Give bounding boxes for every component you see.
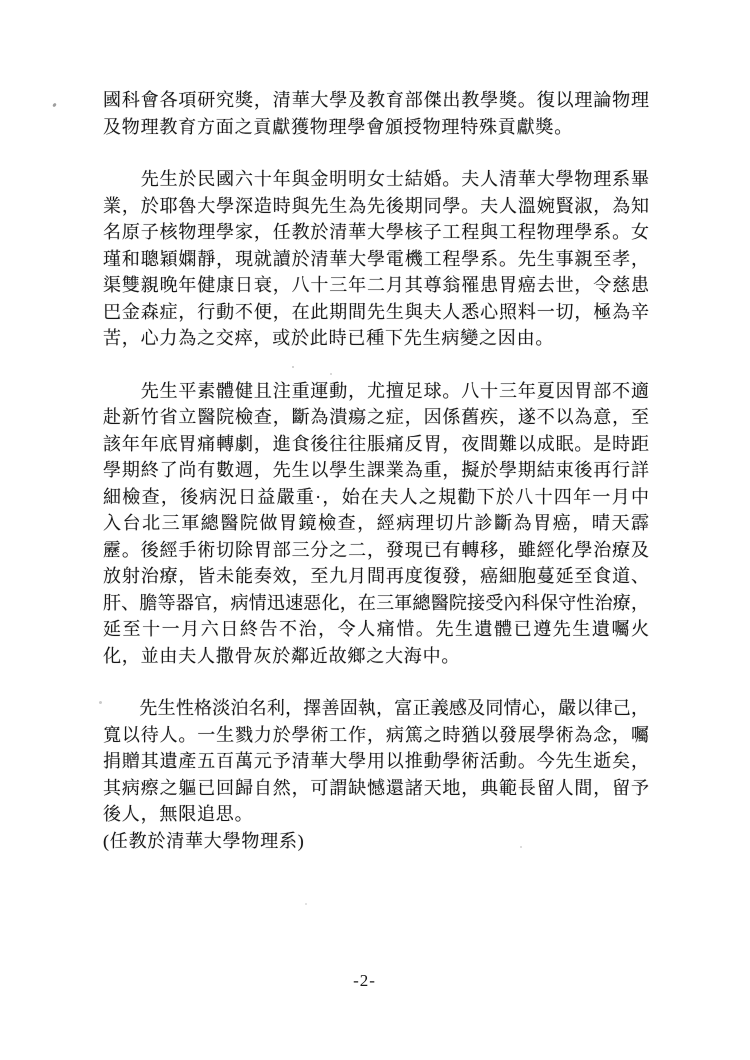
text-line: 入台北三軍總醫院做胃鏡檢查，經病理切片診斷為胃癌，晴天霹 <box>103 513 649 533</box>
text-line: 細檢查，後病況日益嚴重·，始在夫人之規勸下於八十四年一月中 <box>103 486 649 507</box>
paragraph-family <box>103 166 649 352</box>
text-line: 先生性格淡泊名利，擇善固執，富正義感及同情心，嚴以律己， <box>103 698 649 718</box>
text-line: 化，並由夫人撒骨灰於鄰近故鄉之大海中。 <box>103 645 461 666</box>
scan-speck <box>99 701 103 705</box>
paragraph-attribution <box>103 828 649 855</box>
text-line: 瑾和聰穎嫻靜，現就讀於清華大學電機工程學系。先生事親至孝， <box>103 248 649 269</box>
scan-speck <box>566 449 568 451</box>
scan-speck <box>330 373 332 375</box>
text-line: 赴新竹省立醫院檢查，斷為潰瘍之症，因係舊疾，遂不以為意，至 <box>103 407 649 427</box>
text-line: 渠雙親晚年健康日衰，八十三年二月其尊翁罹患胃癌去世，令慈患 <box>103 275 649 295</box>
text-line: 肝、膽等器官，病情迅速惡化，在三軍總醫院接受內科保守性治療， <box>103 592 649 613</box>
text-line: 學期終了尚有數週，先生以學生課業為重，擬於學期結束後再行詳 <box>103 460 649 480</box>
paragraph-illness <box>103 378 649 670</box>
text-line: 及物理教育方面之貢獻獲物理學會頒授物理特殊貢獻獎。 <box>103 116 573 137</box>
text-line: 捐贈其遺產五百萬元予清華大學用以推動學術活動。今先生逝矣， <box>103 751 649 771</box>
scan-speck <box>292 366 294 368</box>
document-body <box>103 87 649 854</box>
text-line: 先生平素體健且注重運動，尤擅足球。八十三年夏因胃部不適 <box>103 380 649 401</box>
text-line: 其病瘵之軀已回歸自然，可謂缺憾還諸天地，典範長留人間，留予 <box>103 777 649 798</box>
text-line: 名原子核物理學家，任教於清華大學核子工程與工程物理學系。女 <box>103 222 649 242</box>
text-line: 國科會各項研究獎，清華大學及教育部傑出教學獎。復以理論物理 <box>103 90 649 110</box>
scan-speck <box>52 103 57 108</box>
page-number: -2- <box>353 971 376 990</box>
text-line: 後人，無限追思。 <box>103 804 254 824</box>
text-line: 靂。後經手術切除胃部三分之二，發現已有轉移，雖經化學治療及 <box>103 539 649 560</box>
scan-speck <box>520 846 522 848</box>
paragraph-continuation <box>103 87 649 140</box>
text-line: 延至十一月六日終告不治，令人痛惜。先生遺體已遵先生遺囑火 <box>103 619 649 639</box>
text-line: 寬以待人。一生戮力於學術工作，病篤之時猶以發展學術為念，囑 <box>103 724 649 745</box>
text-line: 該年年底胃痛轉劇，進食後往往脹痛反胃，夜間難以成眠。是時距 <box>103 433 649 454</box>
text-line: 先生於民國六十年與金明明女士結婚。夫人清華大學物理系畢 <box>103 169 649 189</box>
paragraph-character <box>103 695 649 828</box>
text-line: 業，於耶魯大學深造時與先生為先後期同學。夫人溫婉賢淑，為知 <box>103 195 649 216</box>
scan-speck <box>421 590 423 592</box>
text-line: 放射治療，皆未能奏效，至九月間再度復發，癌細胞蔓延至食道、 <box>103 566 649 586</box>
text-line: 巴金森症，行動不便，在此期間先生與夫人悉心照料一切，極為辛 <box>103 301 649 322</box>
text-line: (任教於清華大學物理系) <box>103 830 305 851</box>
scan-speck <box>305 903 307 905</box>
text-line: 苦，心力為之交瘁，或於此時已種下先生病變之因由。 <box>103 328 555 348</box>
